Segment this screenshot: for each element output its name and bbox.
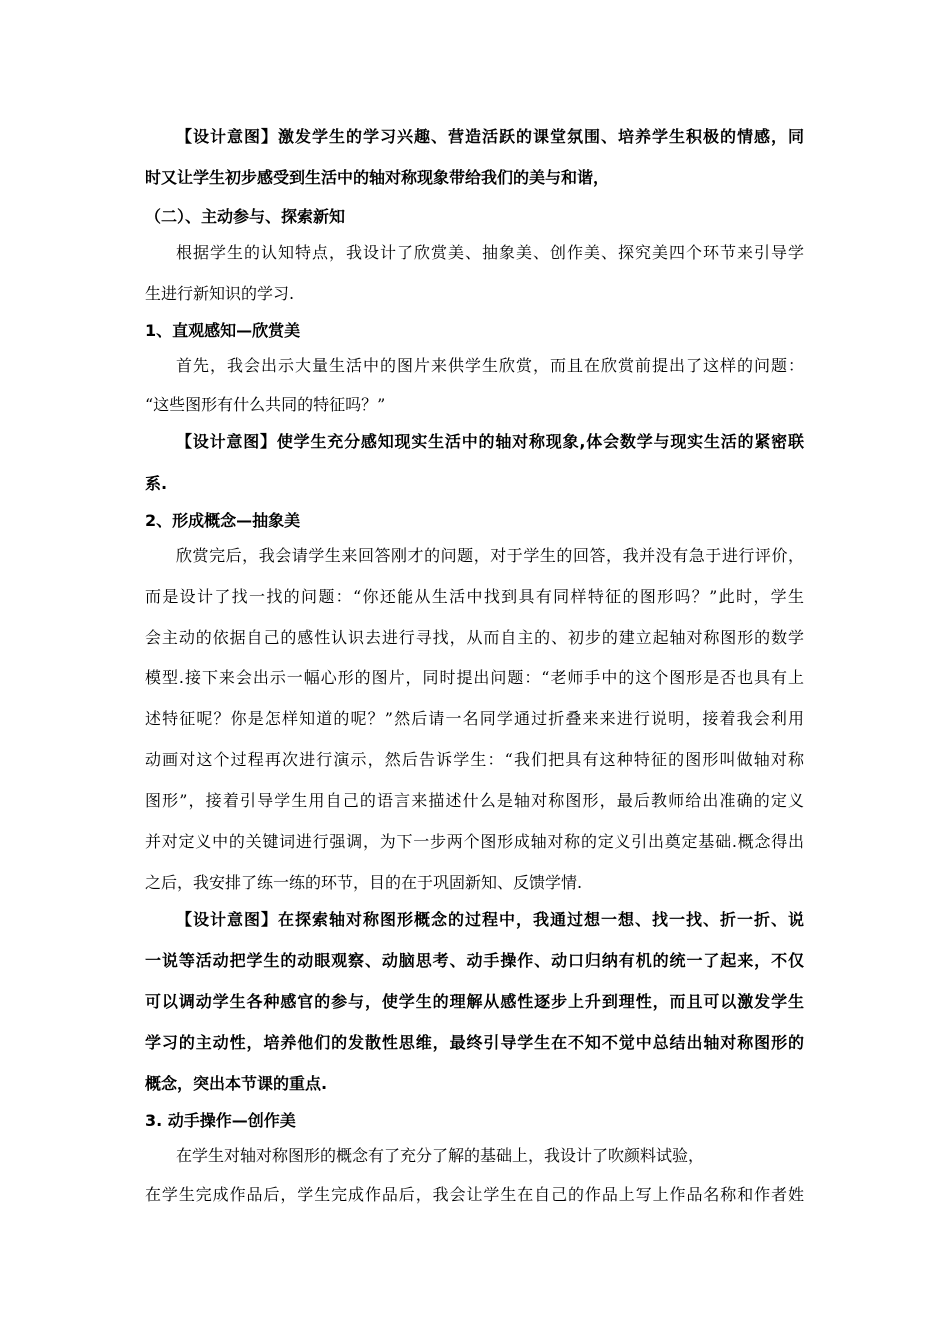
design-intent-2-line-1: 【设计意图】使学生充分感知现实生活中的轴对称现象,体会数学与现实生活的紧密联 xyxy=(176,432,804,451)
design-intent-3-line-4: 学习的主动性，培养他们的发散性思维，最终引导学生在不知不觉中总结出轴对称图形的 xyxy=(145,1033,804,1052)
step2-line-9: 之后，我安排了练一练的环节，目的在于巩固新知、反馈学情. xyxy=(145,873,583,892)
section-heading-explore: （二）、主动参与、探索新知 xyxy=(145,207,346,226)
step2-line-5: 述特征呢？你是怎样知道的呢？”然后请一名同学通过折叠来来进行说明，接着我会利用 xyxy=(145,709,804,728)
intro-line-2: 生进行新知识的学习. xyxy=(145,284,295,303)
design-intent-1-line-1: 【设计意图】激发学生的学习兴趣、营造活跃的课堂氛围、培养学生积极的情感，同 xyxy=(176,127,804,146)
step1-heading: 1、直观感知—欣赏美 xyxy=(145,321,301,340)
design-intent-2-line-2: 系. xyxy=(145,474,168,493)
step2-line-8: 并对定义中的关键词进行强调，为下一步两个图形成轴对称的定义引出奠定基础.概念得出 xyxy=(145,832,804,851)
intro-line-1: 根据学生的认知特点，我设计了欣赏美、抽象美、创作美、探究美四个环节来引导学 xyxy=(176,243,804,262)
design-intent-3-line-1: 【设计意图】在探索轴对称图形概念的过程中，我通过想一想、找一找、折一折、说 xyxy=(176,910,804,929)
step2-line-6: 动画对这个过程再次进行演示，然后告诉学生：“我们把具有这种特征的图形叫做轴对称 xyxy=(145,750,804,769)
step2-line-7: 图形”，接着引导学生用自己的语言来描述什么是轴对称图形，最后教师给出准确的定义 xyxy=(145,791,804,810)
step2-line-4: 模型.接下来会出示一幅心形的图片，同时提出问题：“老师手中的这个图形是否也具有上 xyxy=(145,668,804,687)
step2-line-1: 欣赏完后，我会请学生来回答刚才的问题，对于学生的回答，我并没有急于进行评价， xyxy=(176,546,804,565)
step3-line-2: 在学生完成作品后，学生完成作品后，我会让学生在自己的作品上写上作品名称和作者姓 xyxy=(145,1185,804,1204)
step1-line-2: “这些图形有什么共同的特征吗？” xyxy=(145,395,386,414)
step2-line-2: 而是设计了找一找的问题：“你还能从生活中找到具有同样特征的图形吗？”此时，学生 xyxy=(145,587,804,606)
design-intent-3-line-2: 一说等活动把学生的动眼观察、动脑思考、动手操作、动口归纳有机的统一了起来，不仅 xyxy=(145,951,804,970)
design-intent-3-line-5: 概念，突出本节课的重点. xyxy=(145,1074,328,1093)
design-intent-1-line-2: 时又让学生初步感受到生活中的轴对称现象带给我们的美与和谐， xyxy=(145,168,610,187)
step2-heading: 2、形成概念—抽象美 xyxy=(145,511,301,530)
step1-line-1: 首先，我会出示大量生活中的图片来供学生欣赏，而且在欣赏前提出了这样的问题： xyxy=(176,356,804,375)
step3-heading: 3. 动手操作—创作美 xyxy=(145,1111,296,1130)
design-intent-3-line-3: 可以调动学生各种感官的参与，使学生的理解从感性逐步上升到理性，而且可以激发学生 xyxy=(145,992,804,1011)
step2-line-3: 会主动的依据自己的感性认识去进行寻找，从而自主的、初步的建立起轴对称图形的数学 xyxy=(145,628,804,647)
step3-line-1: 在学生对轴对称图形的概念有了充分了解的基础上，我设计了吹颜料试验， xyxy=(176,1146,705,1165)
